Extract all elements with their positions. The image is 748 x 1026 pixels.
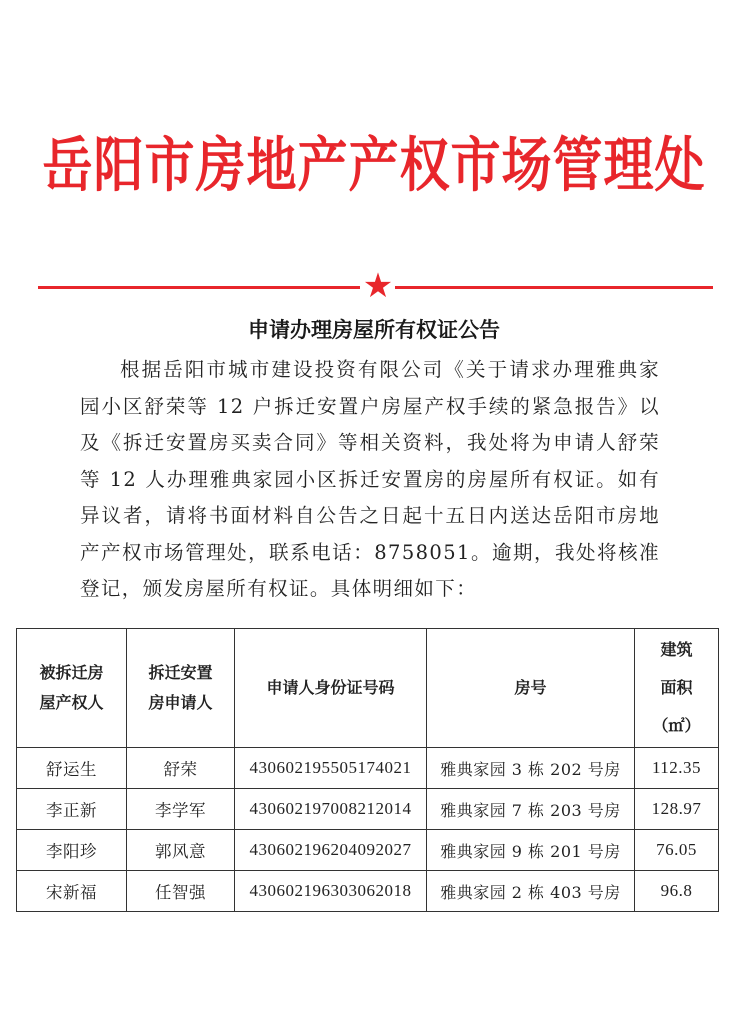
cell-area: 96.8 [635, 871, 719, 912]
cell-room: 雅典家园 2 栋 403 号房 [427, 871, 635, 912]
notice-body: 根据岳阳市城市建设投资有限公司《关于请求办理雅典家园小区舒荣等 12 户拆迁安置户房屋产权手续的紧急报告》以及《拆迁安置房买卖合同》等相关资料，我处将为申请人舒荣等 12 人办理雅典家园小区拆迁安置房的房屋所有权证。如有异议者，请将书面材料自公告之日起十五日内送达岳阳市房地产产权市场管理处，联系电话：8758051。逾期，我处将核准登记，颁发房屋所有权证。具体明细如下： [80, 358, 660, 600]
letterhead-org-name: 岳阳市房地产产权市场管理处 [42, 130, 706, 200]
cell-owner: 李阳珍 [17, 830, 127, 871]
table-row [17, 830, 719, 871]
cell-area: 76.05 [635, 830, 719, 871]
header-owner [17, 629, 127, 748]
header-area [635, 629, 719, 748]
applicant-details-table [16, 628, 719, 912]
cell-owner: 舒运生 [17, 748, 127, 789]
cell-room: 雅典家园 7 栋 203 号房 [427, 789, 635, 830]
letterhead-divider-left [38, 286, 360, 289]
cell-applicant: 任智强 [127, 871, 235, 912]
table-row [17, 871, 719, 912]
table-row [17, 748, 719, 789]
cell-id-number: 430602196303062018 [235, 871, 427, 912]
table-row [17, 789, 719, 830]
header-area-line3: （㎡） [652, 716, 701, 735]
cell-area: 112.35 [635, 748, 719, 789]
notice-title: 申请办理房屋所有权证公告 [248, 318, 500, 342]
cell-area: 128.97 [635, 789, 719, 830]
cell-id-number: 430602197008212014 [235, 789, 427, 830]
cell-owner: 李正新 [17, 789, 127, 830]
cell-applicant: 舒荣 [127, 748, 235, 789]
cell-room: 雅典家园 9 栋 201 号房 [427, 830, 635, 871]
table-header-row [17, 629, 719, 748]
letterhead-divider-right [395, 286, 713, 289]
header-applicant-line2: 房申请人 [148, 693, 213, 712]
header-area-line2: 面积 [660, 678, 693, 697]
cell-id-number: 430602195505174021 [235, 748, 427, 789]
header-applicant-line1: 拆迁安置 [148, 663, 213, 682]
cell-applicant: 李学军 [127, 789, 235, 830]
header-owner-line2: 屋产权人 [39, 693, 104, 712]
cell-owner: 宋新福 [17, 871, 127, 912]
cell-applicant: 郭风意 [127, 830, 235, 871]
header-owner-line1: 被拆迁房 [39, 663, 104, 682]
star-icon: ★ [362, 266, 394, 306]
header-applicant [127, 629, 235, 748]
header-room: 房号 [427, 629, 635, 748]
header-id-number: 申请人身份证号码 [235, 629, 427, 748]
cell-room: 雅典家园 3 栋 202 号房 [427, 748, 635, 789]
cell-id-number: 430602196204092027 [235, 830, 427, 871]
header-area-line1: 建筑 [660, 640, 693, 659]
